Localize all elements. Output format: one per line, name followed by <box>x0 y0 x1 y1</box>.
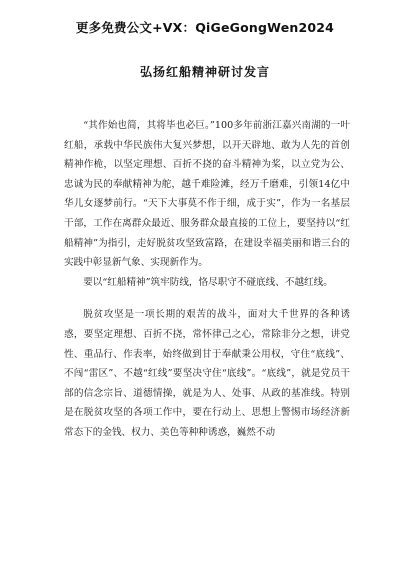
body-paragraph: 脱贫攻坚是一项长期的艰苦的战斗，面对大千世界的各种诱惑，要坚定理想、百折不挠，常怀律己之心，常除非分之想，讲党性、重品行、作表率，始终做到甘于奉献秉公用权，守住“底线”、不闯“雷区”、不越“红线”要坚决守住“底线”。“底线”，就是党员干部的信念宗旨、道德情操，就是为人、处事、从政的基准线。特别是在脱贫攻坚的各项工作中，要在行动上、思想上警惕市场经济新常态下的金钱、权力、美色等种种诱惑，巍然不动 <box>64 309 350 438</box>
document-body <box>64 116 350 443</box>
promo-header-line: 更多免费公文+VX：QiGeGongWen2024 <box>75 20 335 35</box>
body-paragraph: 要以“红船精神”筑牢防线，恪尽职守不碰底线、不越红线。 <box>83 276 333 288</box>
document-title: 弘扬红船精神研讨发言 <box>139 65 270 79</box>
body-paragraph: “其作始也简，其将毕也必巨。”100多年前浙江嘉兴南湖的一叶红船，承载中华民族伟大复兴梦想，以开天辟地、敢为人先的首创精神作桅，以坚定理想、百折不挠的奋斗精神为桨，以立党为公、忠诚为民的奉献精神为舵，越千难险滩，经万千磨难，引领14亿中华儿女逐梦前行。“天下大事莫不作于细，成于实”，作为一名基层干部，工作在离群众最近、服务群众最直接的工位上，要坚持以“红船精神”为指引，走好脱贫攻坚致富路，在建设幸福美丽和谐三台的实践中彰显新气象、实现新作为。 <box>64 120 350 269</box>
